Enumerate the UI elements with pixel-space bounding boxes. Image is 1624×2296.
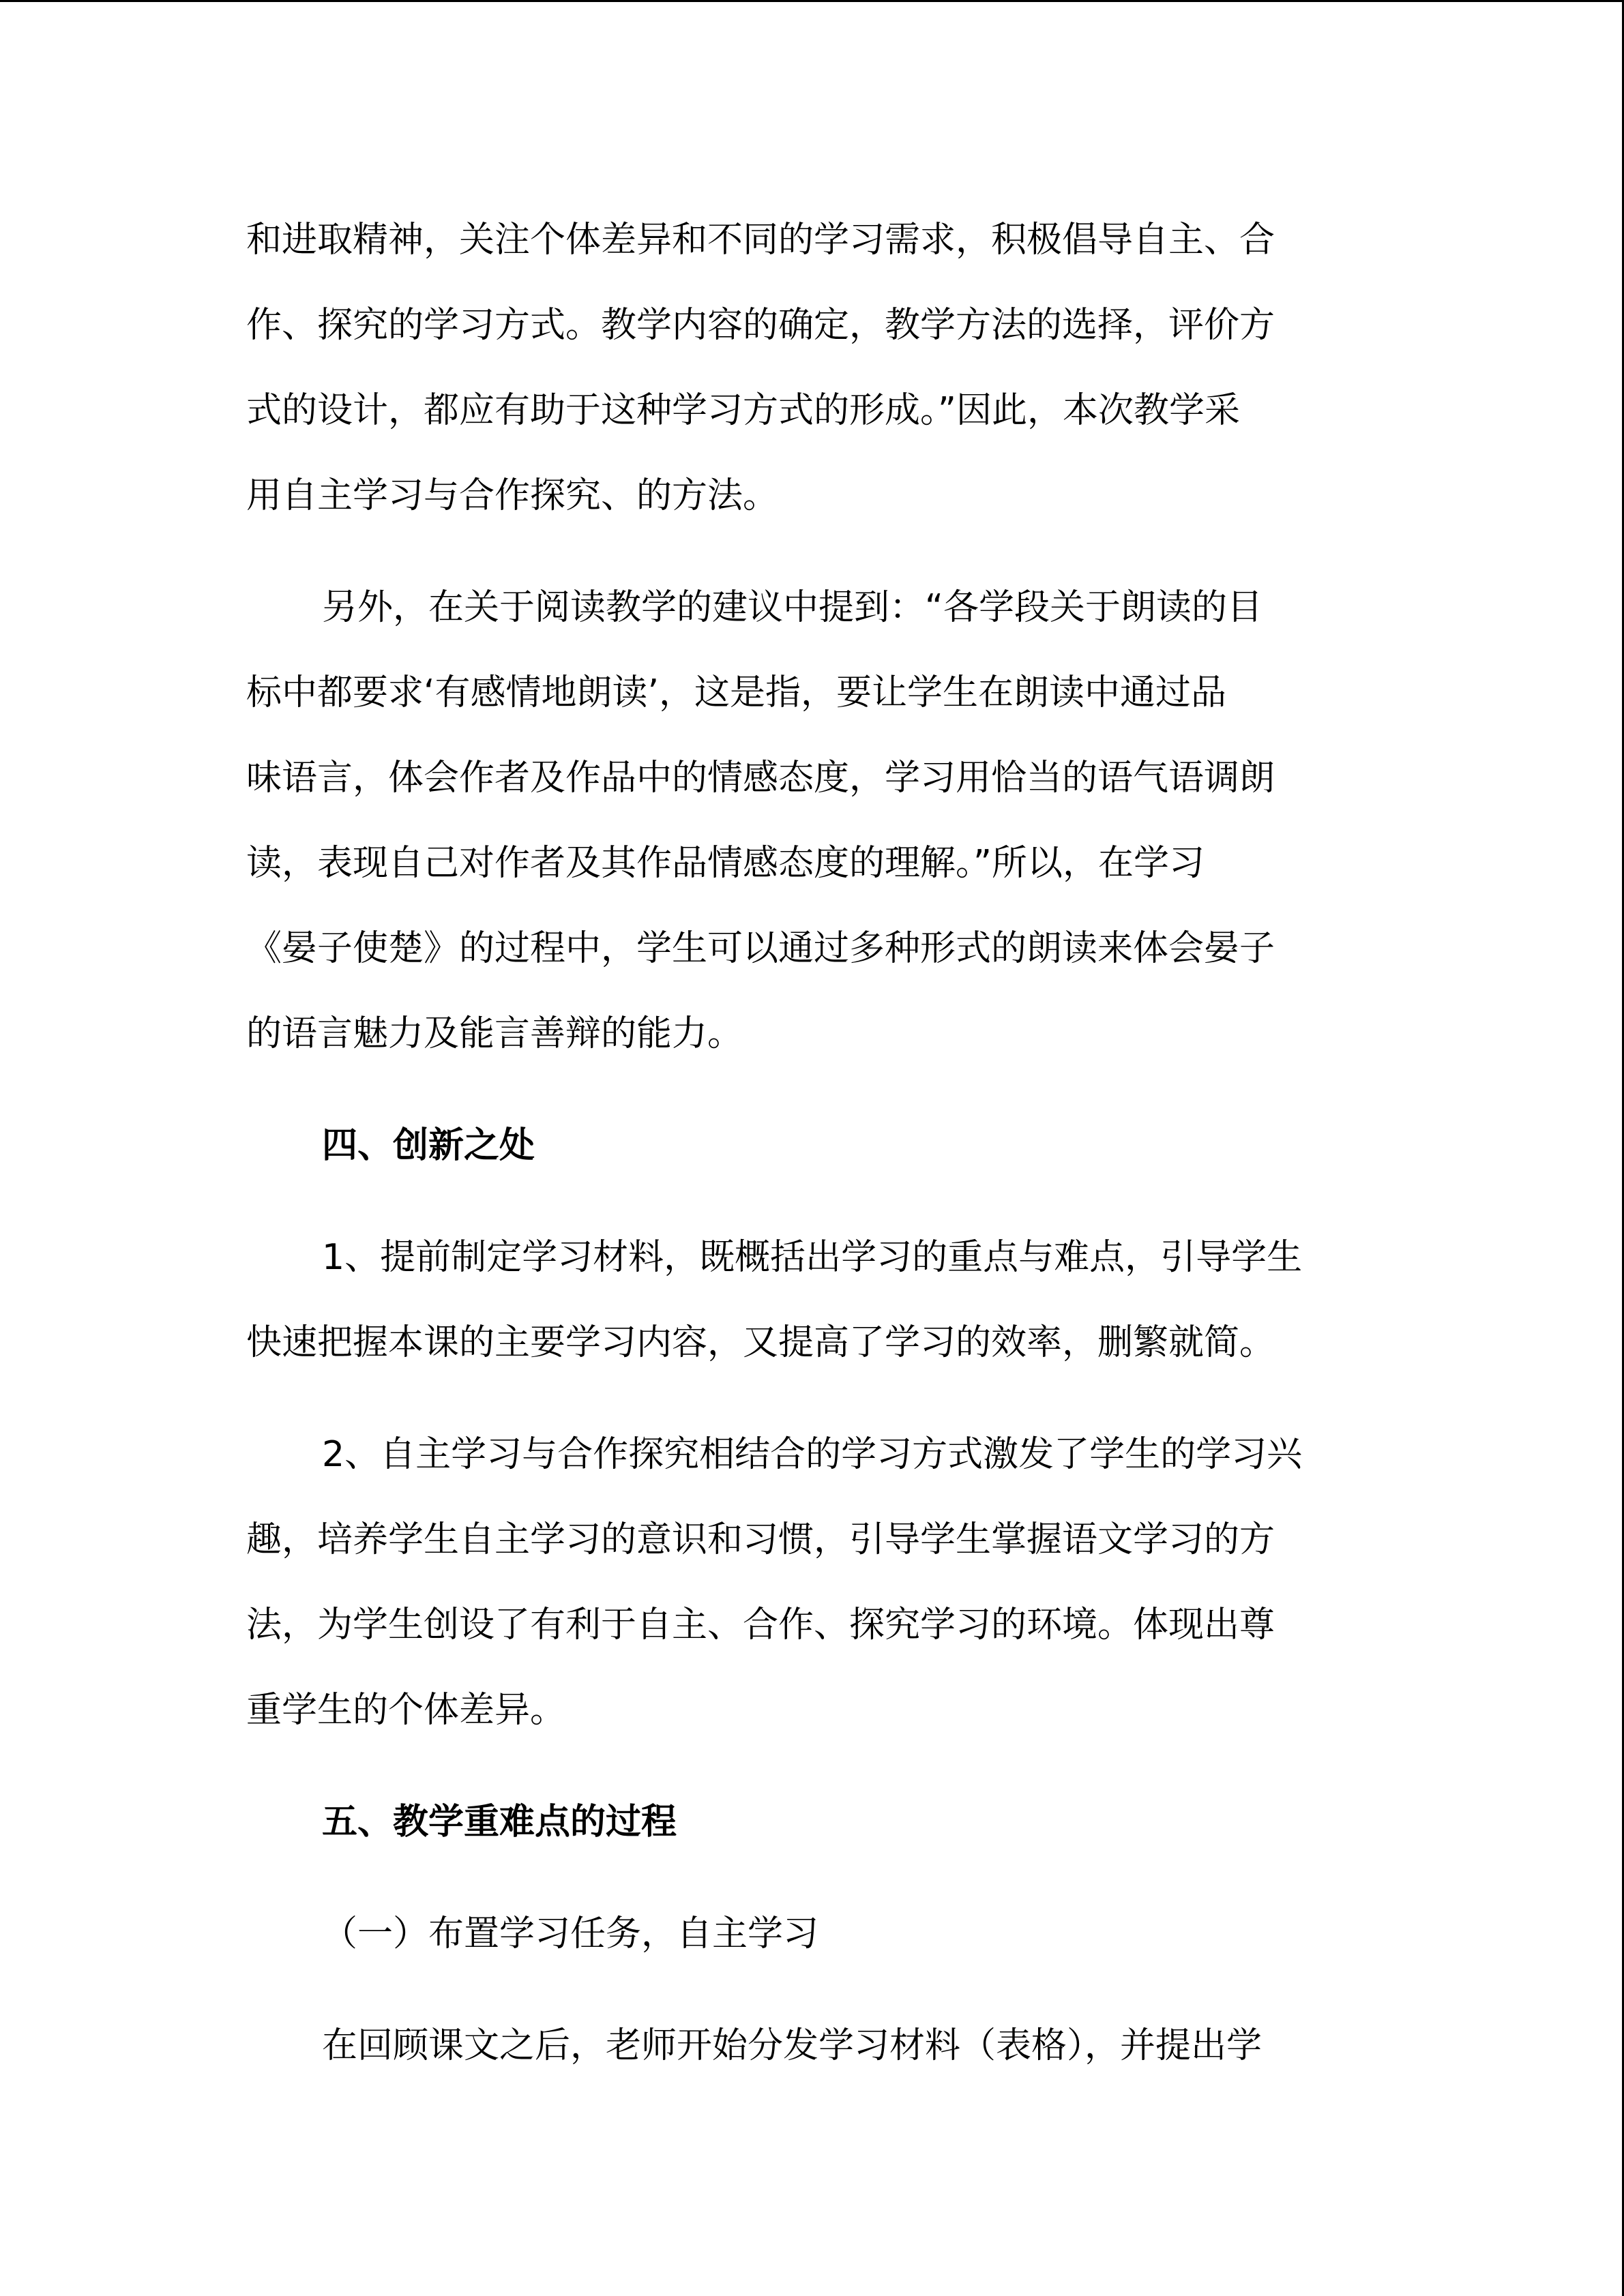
subsection-heading: （一）布置学习任务，自主学习 [322,1913,819,1954]
section-heading: 四、创新之处 [322,1125,535,1166]
paragraph-line: 和进取精神，关注个体差异和不同的学习需求，积极倡导自主、合 [246,220,1275,260]
paragraph-line: 快速把握本课的主要学习内容，又提高了学习的效率，删繁就简。 [246,1322,1275,1363]
paragraph-line: 标中都要求‘有感情地朗读’，这是指，要让学生在朗读中通过品 [246,672,1227,713]
paragraph-line: 读，表现自己对作者及其作品情感态度的理解。”所以，在学习 [246,843,1205,884]
paragraph-line: 重学生的个体差异。 [246,1690,566,1731]
paragraph-line: 另外，在关于阅读教学的建议中提到：“各学段关于朗读的目 [322,587,1263,628]
paragraph-line: 《晏子使楚》的过程中，学生可以通过多种形式的朗读来体会晏子 [246,928,1275,969]
paragraph-line: 味语言，体会作者及作品中的情感态度，学习用恰当的语气语调朗 [246,758,1275,799]
paragraph-line: 在回顾课文之后，老师开始分发学习材料（表格），并提出学 [322,2025,1263,2066]
paragraph-line: 用自主学习与合作探究、的方法。 [246,475,779,516]
paragraph-line: 2、自主学习与合作探究相结合的学习方式激发了学生的学习兴 [322,1434,1303,1475]
paragraph-line: 式的设计，都应有助于这种学习方式的形成。”因此，本次教学采 [246,390,1240,431]
paragraph-line: 法，为学生创设了有利于自主、合作、探究学习的环境。体现出尊 [246,1605,1275,1645]
paragraph-line: 1、提前制定学习材料，既概括出学习的重点与难点，引导学生 [322,1237,1303,1278]
section-heading: 五、教学重难点的过程 [322,1802,677,1843]
paragraph-line: 趣，培养学生自主学习的意识和习惯，引导学生掌握语文学习的方 [246,1519,1275,1560]
paragraph-line: 的语言魅力及能言善辩的能力。 [246,1013,743,1054]
paragraph-line: 作、探究的学习方式。教学内容的确定，教学方法的选择，评价方 [246,305,1275,346]
